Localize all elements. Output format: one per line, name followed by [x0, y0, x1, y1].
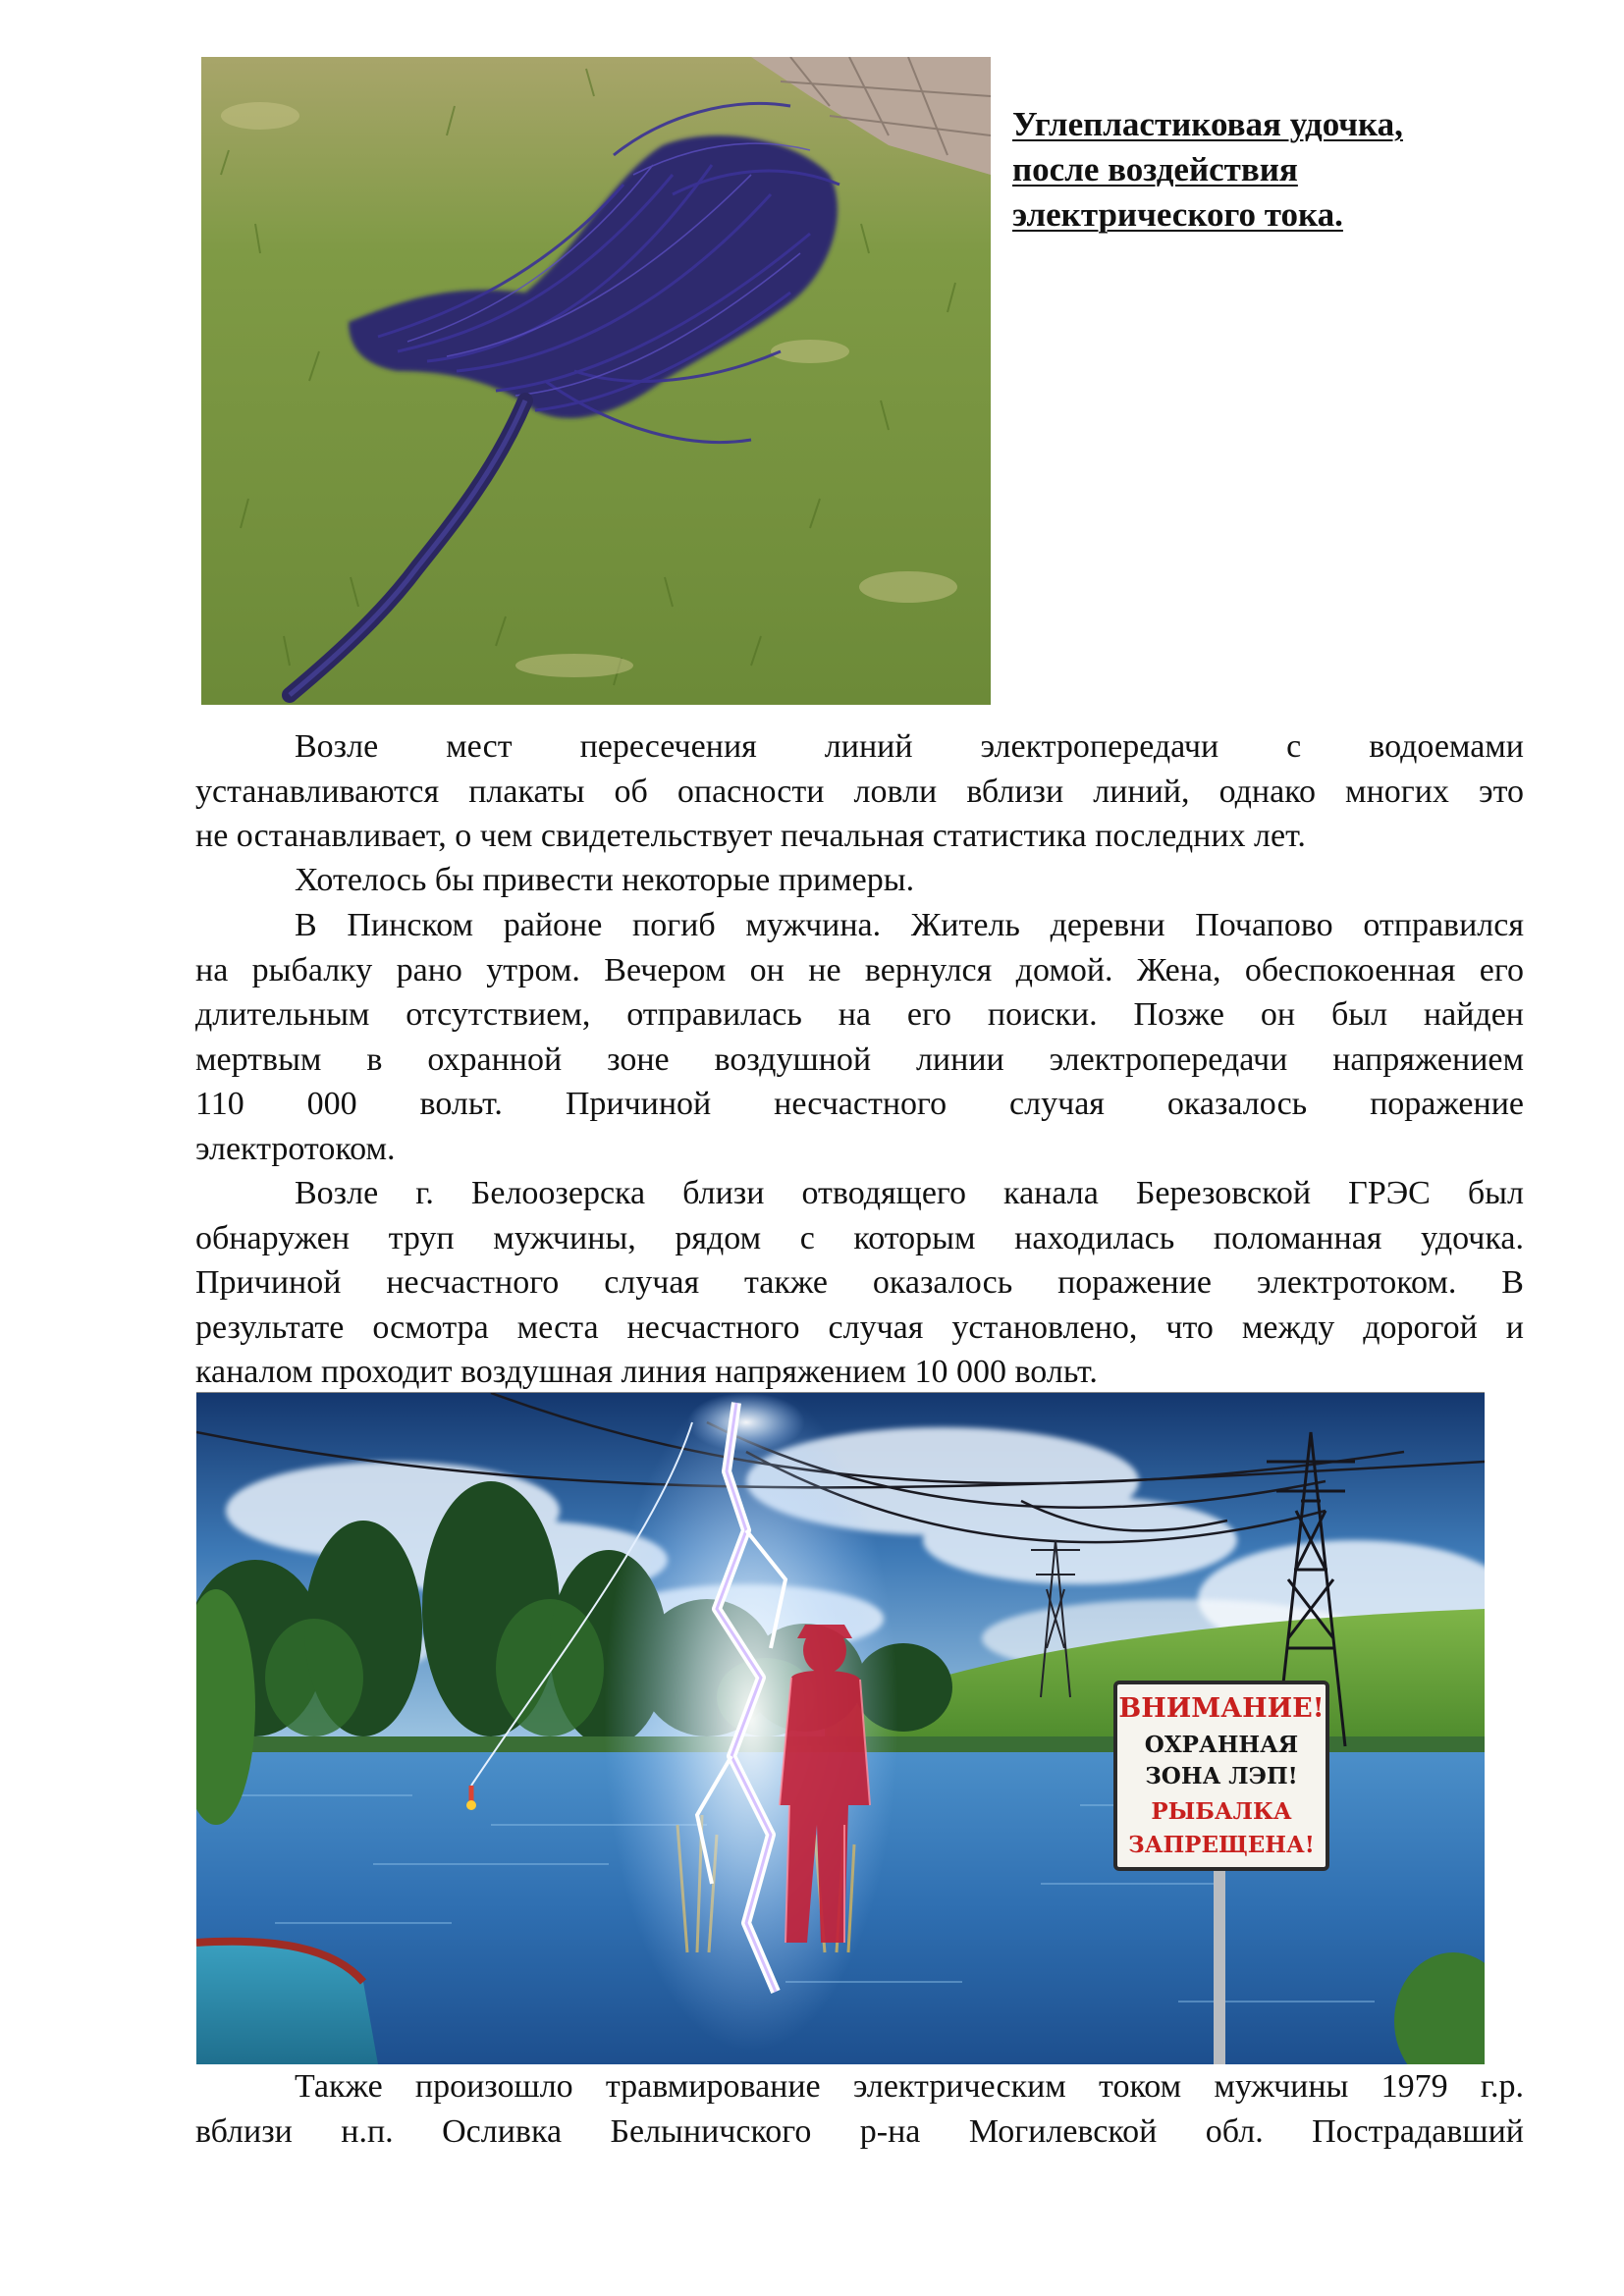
- text-line: Возле г. Белоозерска близи отводящего канала Березовской ГРЭС был: [295, 1175, 1524, 1211]
- poster-illustration: [196, 1392, 1485, 2064]
- paragraph-3: [195, 903, 1524, 1171]
- paragraph-5: [195, 2064, 1524, 2154]
- sign-line-zone-2: ЗОНА ЛЭП!: [1145, 1763, 1298, 1789]
- sign-line-zone-1: ОХРАННАЯ: [1144, 1732, 1299, 1758]
- paragraph-1: [195, 724, 1524, 859]
- caption-line: после воздействия: [1012, 150, 1298, 188]
- text-line: не останавливает, о чем свидетельствует печальная статистика последних лет.: [195, 818, 1306, 854]
- text-line: Также произошло травмирование электрическим током мужчины 1979 г.р.: [295, 2068, 1524, 2105]
- caption-line: электрического тока.: [1012, 195, 1343, 234]
- caption-line: Углепластиковая удочка,: [1012, 105, 1403, 143]
- text-line: Возле мест пересечения линий электропередачи с водоемами: [295, 728, 1524, 765]
- photo-burnt-rod: [201, 57, 991, 705]
- paragraph-2: [195, 858, 1524, 903]
- text-line: Причиной несчастного случая также оказалось поражение электротоком. В: [195, 1264, 1524, 1301]
- paragraph-4: [195, 1171, 1524, 1395]
- text-line: результате осмотра места несчастного случая установлено, что между дорогой и: [195, 1308, 1524, 1346]
- text-line: В Пинском районе погиб мужчина. Житель деревни Почапово отправился: [295, 907, 1524, 943]
- figure-caption: [1012, 102, 1503, 238]
- text-line: мертвым в охранной зоне воздушной линии электропередачи напряжением: [195, 1041, 1524, 1078]
- text-line: длительным отсутствием, отправилась на его поиски. Позже он был найден: [195, 996, 1524, 1033]
- text-line: устанавливаются плакаты об опасности ловли вблизи линий, однако многих это: [195, 773, 1524, 810]
- text-line: на рыбалку рано утром. Вечером он не вернулся домой. Жена, обеспокоенная его: [195, 951, 1524, 988]
- text-line: обнаружен труп мужчины, рядом с которым находилась поломанная удочка.: [195, 1219, 1524, 1256]
- text-line: электротоком.: [195, 1130, 396, 1167]
- sign-line-forbidden: ЗАПРЕЩЕНА!: [1128, 1832, 1315, 1858]
- text-line: каналом проходит воздушная линия напряжением 10 000 вольт.: [195, 1354, 1098, 1390]
- text-line: вблизи н.п. Осливка Белыничского р-на Могилевской обл. Пострадавший: [195, 2112, 1524, 2150]
- sign-line-fishing: РЫБАЛКА: [1151, 1798, 1292, 1825]
- sign-line-attention: ВНИМАНИЕ!: [1118, 1693, 1325, 1724]
- text-line: 110 000 вольт. Причиной несчастного случая оказалось поражение: [195, 1086, 1524, 1122]
- text-line: Хотелось бы привести некоторые примеры.: [295, 862, 915, 898]
